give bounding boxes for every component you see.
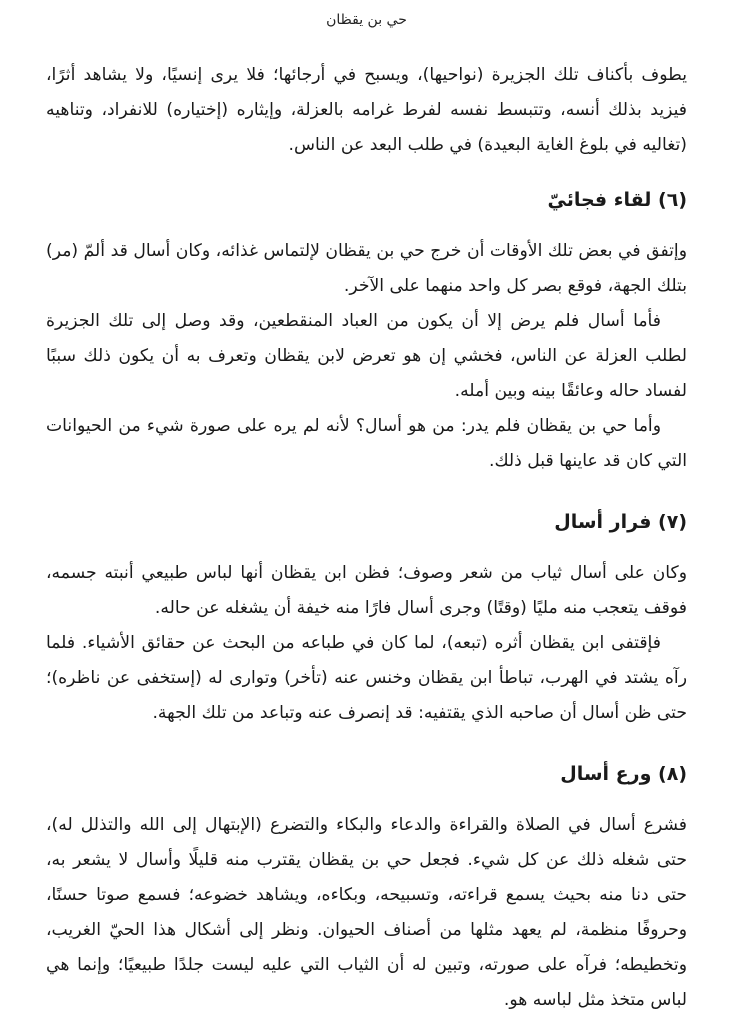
intro-paragraph: يطوف بأكناف تلك الجزيرة (نواحيها)، ويسبح في أرجائها؛ فلا يرى إنسيًا، ولا يشاهد أثرًا، فيزيد بذلك أنسه، وتتبسط نفسه لفرط غرامه بالعزلة، وإيثاره (إختياره) للانفراد، وتناهيه (تغاليه في بلوغ الغاية البعيدة) في طلب البعد عن الناس. xyxy=(46,65,687,155)
section-8-paragraph-1: فشرع أسال في الصلاة والقراءة والدعاء والبكاء والتضرع (الإبتهال إلى الله والتذلل له)، حتى شغله ذلك عن كل شيء. فجعل حي بن يقظان يقترب منه قليلًا وأسال لا يشعر به، حتى دنا منه بحيث يسمع قراءته، وتسبيحه، وبكاءه، ويشاهد خضوعه؛ فسمع صوتا حسنًا، وحروفًا منظمة، لم يعهد مثلها من أصناف الحيوان. ونظر إلى أشكال هذا الحيّ الغريب، وتخطيطه؛ فرآه على صورته، وتبين له أن الثياب التي عليه ليست جلدًا طبيعيًا؛ وإنما هي لباس متخذ مثل لباسه هو. xyxy=(46,815,687,1010)
section-6-paragraph-3: وأما حي بن يقظان فلم يدر: من هو أسال؟ لأنه لم يره على صورة شيء من الحيوانات التي كان قد عاينها قبل ذلك. xyxy=(46,416,687,471)
section-7-paragraph-1: وكان على أسال ثياب من شعر وصوف؛ فظن ابن يقظان أنها لباس طبيعي أنبته جسمه، فوقف يتعجب منه مليًا (وقتًا) وجرى أسال فارًا منه خيفة أن يشغله عن حاله. xyxy=(46,563,687,618)
section-heading-7: (٧) فرار أسال xyxy=(554,511,687,533)
section-heading-8: (٨) ورع أسال xyxy=(560,763,687,785)
page-content xyxy=(46,58,687,1018)
section-7-paragraph-2: فإقتفى ابن يقظان أثره (تبعه)، لما كان في طباعه من البحث عن حقائق الأشياء. فلما رآه يشتد في الهرب، تباطأ ابن يقظان وخنس عنه (تأخر) وتوارى له (إستخفى عن ناظره)؛ حتى ظن أسال أن صاحبه الذي يقتفيه: قد إنصرف عنه وتباعد من تلك الجهة. xyxy=(46,633,687,723)
running-header: حي بن يقظان xyxy=(326,12,407,28)
section-6-paragraph-2: فأما أسال فلم يرض إلا أن يكون من العباد المنقطعين، وقد وصل إلى تلك الجزيرة لطلب العزلة عن الناس، فخشي إن هو تعرض لابن يقظان وتعرف به أن يكون ذلك سببًا لفساد حاله وعائقًا بينه وبين أمله. xyxy=(46,311,687,401)
section-heading-6: (٦) لقاء فجائيّ xyxy=(547,189,687,211)
section-6-paragraph-1: وإتفق في بعض تلك الأوقات أن خرج حي بن يقظان لإلتماس غذائه، وكان أسال قد ألمّ (مر) بتلك الجهة، فوقع بصر كل واحد منهما على الآخر. xyxy=(46,241,687,296)
